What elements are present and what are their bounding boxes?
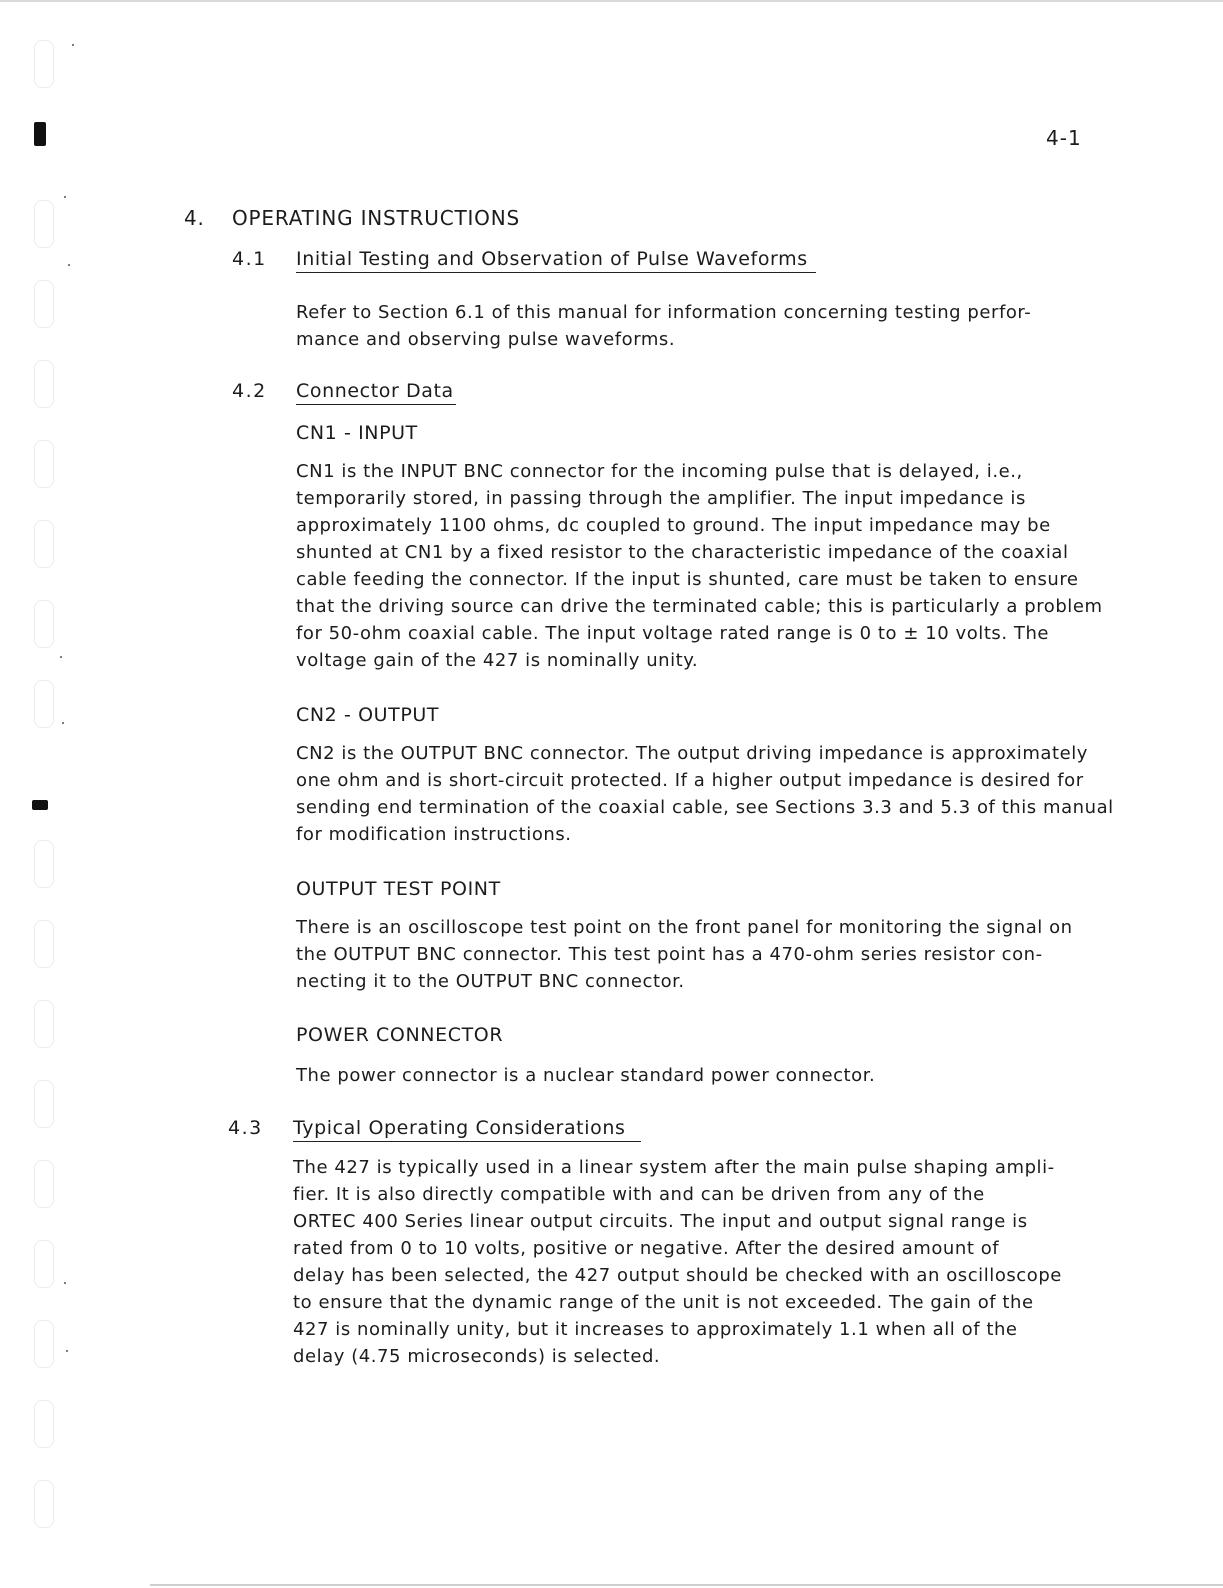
paragraph-line: The 427 is typically used in a linear system after the main pulse shaping ampli- <box>293 1157 1055 1178</box>
margin-dot <box>68 264 70 266</box>
paragraph-line: shunted at CN1 by a fixed resistor to the characteristic impedance of the coaxial <box>296 542 1069 563</box>
paragraph-line: for 50-ohm coaxial cable. The input voltage rated range is 0 to ± 10 volts. The <box>296 623 1050 644</box>
binder-hole <box>34 1400 54 1448</box>
margin-dot <box>60 656 62 658</box>
paragraph-line: Refer to Section 6.1 of this manual for information concerning testing perfor- <box>296 302 1032 323</box>
paragraph-line: mance and observing pulse waveforms. <box>296 329 676 350</box>
paragraph-line: fier. It is also directly compatible with and can be driven from any of the <box>293 1184 985 1205</box>
section-number: 4.2 <box>232 380 267 402</box>
paragraph-line: to ensure that the dynamic range of the unit is not exceeded. The gain of the <box>293 1292 1034 1313</box>
paragraph-line: one ohm and is short-circuit protected. If a higher output impedance is desired for <box>296 770 1084 791</box>
section-title: Initial Testing and Observation of Pulse Waveforms <box>296 248 816 273</box>
section-title: Typical Operating Considerations <box>293 1117 641 1142</box>
paragraph-line: voltage gain of the 427 is nominally unity. <box>296 650 699 671</box>
paragraph-line: There is an oscilloscope test point on the front panel for monitoring the signal on <box>296 917 1073 938</box>
paragraph-line: 427 is nominally unity, but it increases to approximately 1.1 when all of the <box>293 1319 1018 1340</box>
binder-hole <box>34 360 54 408</box>
section-paragraph <box>293 1154 1062 1370</box>
subsection-heading: POWER CONNECTOR <box>296 1024 504 1046</box>
subsection-paragraph <box>296 914 1073 995</box>
paragraph-line: delay has been selected, the 427 output should be checked with an oscilloscope <box>293 1265 1062 1286</box>
margin-dot <box>72 44 74 46</box>
subsection-paragraph <box>296 740 1114 848</box>
paragraph-line: the OUTPUT BNC connector. This test point has a 470-ohm series resistor con- <box>296 944 1043 965</box>
binder-hole <box>34 40 54 88</box>
subsection-paragraph <box>296 458 1103 674</box>
paragraph-line: ORTEC 400 Series linear output circuits. The input and output signal range is <box>293 1211 1028 1232</box>
binder-hole <box>34 840 54 888</box>
chapter-heading <box>184 206 520 230</box>
paragraph-line: cable feeding the connector. If the input is shunted, care must be taken to ensure <box>296 569 1079 590</box>
binder-hole <box>34 920 54 968</box>
paragraph-line: rated from 0 to 10 volts, positive or negative. After the desired amount of <box>293 1238 1000 1259</box>
paragraph-line: necting it to the OUTPUT BNC connector. <box>296 971 685 992</box>
section-paragraph <box>296 299 1031 353</box>
chapter-title: OPERATING INSTRUCTIONS <box>232 206 520 230</box>
paragraph-line: temporarily stored, in passing through the amplifier. The input impedance is <box>296 488 1026 509</box>
margin-mark <box>34 122 46 146</box>
binder-hole <box>34 680 54 728</box>
binder-hole <box>34 1000 54 1048</box>
binder-hole <box>34 600 54 648</box>
binder-hole <box>34 280 54 328</box>
subsection-heading: OUTPUT TEST POINT <box>296 878 501 900</box>
paragraph-line: approximately 1100 ohms, dc coupled to ground. The input impedance may be <box>296 515 1051 536</box>
subsection-heading: CN1 - INPUT <box>296 422 418 444</box>
binder-hole <box>34 520 54 568</box>
margin-dot <box>64 1282 66 1284</box>
margin-dot <box>62 722 64 724</box>
page-top-edge <box>0 0 1223 2</box>
section-title: Connector Data <box>296 380 456 405</box>
chapter-number: 4. <box>184 206 205 230</box>
paragraph-line: sending end termination of the coaxial cable, see Sections 3.3 and 5.3 of this manual <box>296 797 1114 818</box>
margin-dot <box>64 196 66 198</box>
page-bottom-edge <box>150 1584 1223 1586</box>
binder-hole <box>34 440 54 488</box>
page-number: 4-1 <box>1046 126 1082 150</box>
paragraph-line: The power connector is a nuclear standard power connector. <box>296 1065 876 1086</box>
subsection-paragraph <box>296 1062 875 1089</box>
subsection-heading: CN2 - OUTPUT <box>296 704 440 726</box>
paragraph-line: that the driving source can drive the terminated cable; this is particularly a problem <box>296 596 1103 617</box>
binder-hole <box>34 1160 54 1208</box>
paragraph-line: for modification instructions. <box>296 824 572 845</box>
paragraph-line: CN2 is the OUTPUT BNC connector. The output driving impedance is approximately <box>296 743 1088 764</box>
paragraph-line: delay (4.75 microseconds) is selected. <box>293 1346 661 1367</box>
binder-hole <box>34 1480 54 1528</box>
section-number: 4.3 <box>228 1117 263 1139</box>
section-number: 4.1 <box>232 248 267 270</box>
margin-mark <box>32 800 48 810</box>
binder-hole <box>34 1080 54 1128</box>
binder-hole <box>34 1240 54 1288</box>
paragraph-line: CN1 is the INPUT BNC connector for the incoming pulse that is delayed, i.e., <box>296 461 1023 482</box>
margin-dot <box>66 1350 68 1352</box>
binder-hole <box>34 1320 54 1368</box>
binder-hole <box>34 200 54 248</box>
